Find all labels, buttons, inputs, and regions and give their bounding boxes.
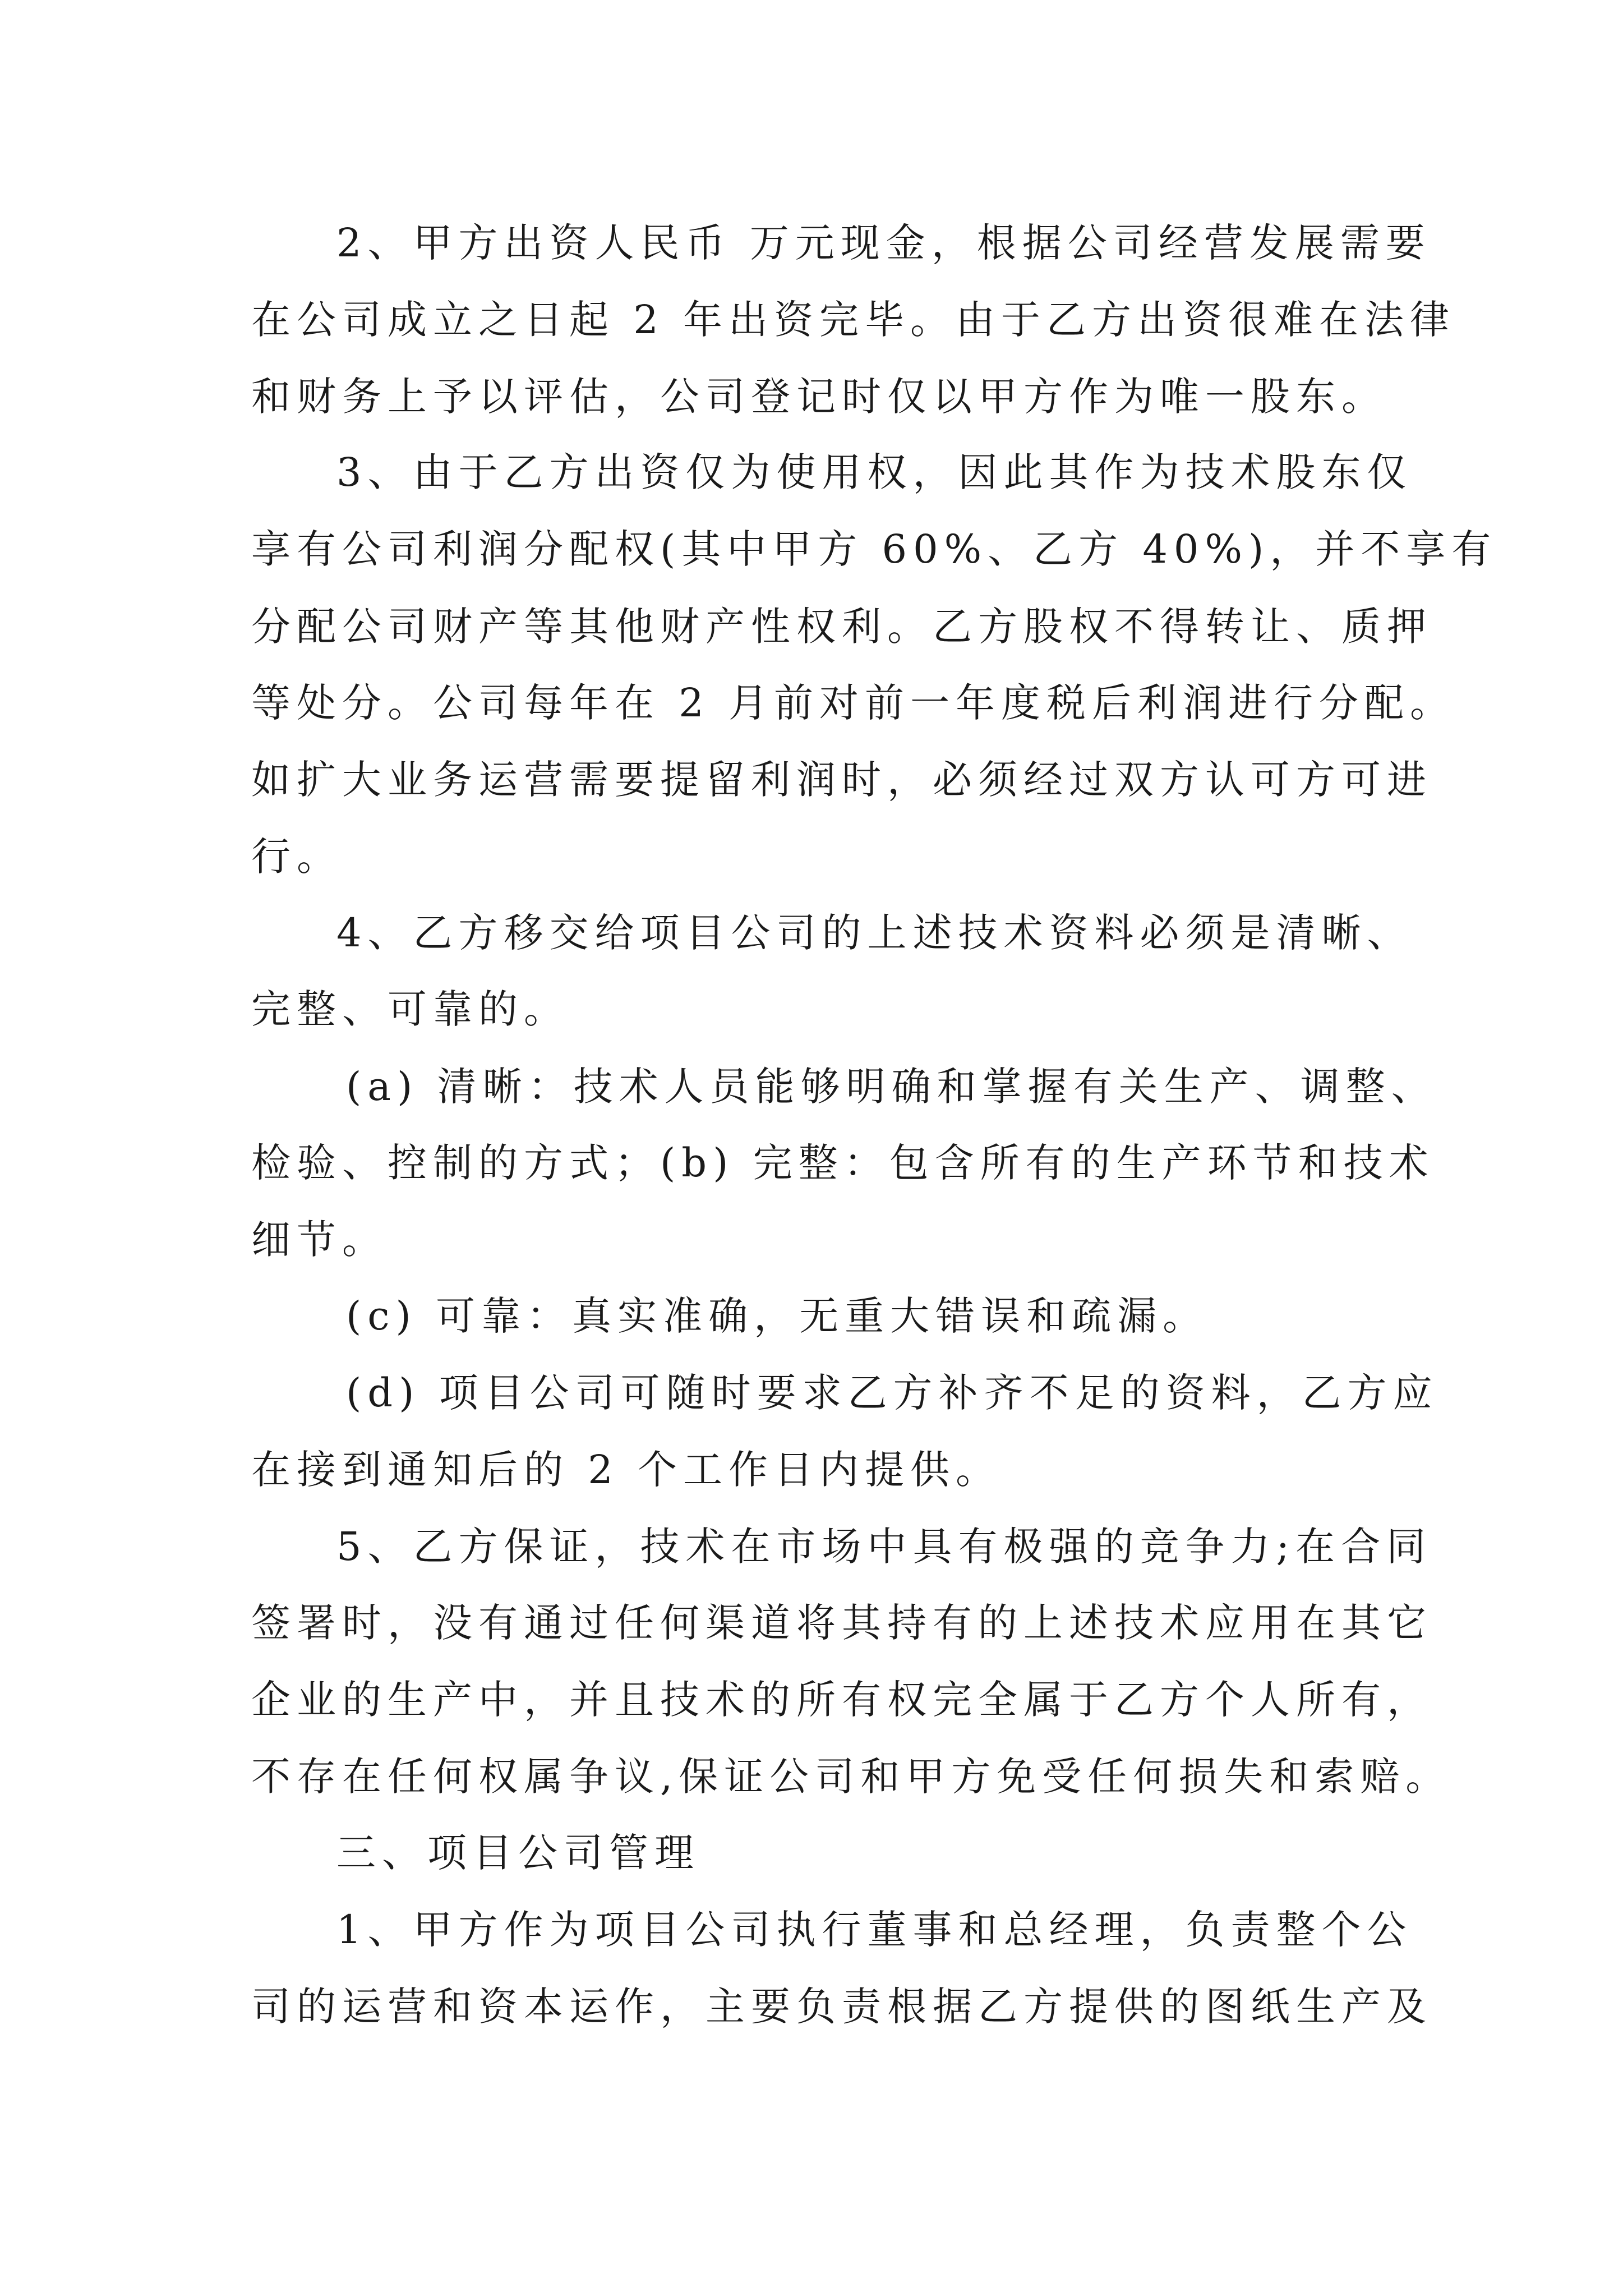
text-line: 司的运营和资本运作，主要负责根据乙方提供的图纸生产及 xyxy=(251,1984,1432,2030)
text-line: (a) 清晰：技术人员能够明确和掌握有关生产、调整、 xyxy=(346,1064,1437,1110)
text-line: 签署时，没有通过任何渠道将其持有的上述技术应用在其它 xyxy=(251,1600,1432,1646)
text-line: 等处分。公司每年在 2 月前对前一年度税后利润进行分配。 xyxy=(251,680,1456,726)
text-line: 分配公司财产等其他财产性权利。乙方股权不得转让、质押 xyxy=(251,604,1432,650)
text-line: 1、甲方作为项目公司执行董事和总经理，负责整个公 xyxy=(336,1907,1413,1953)
text-line: 行。 xyxy=(251,834,342,880)
text-line: 4、乙方移交给项目公司的上述技术资料必须是清晰、 xyxy=(336,910,1413,956)
section-heading: 三、项目公司管理 xyxy=(336,1830,700,1876)
text-line: (c) 可靠：真实准确，无重大错误和疏漏。 xyxy=(346,1293,1209,1339)
text-line: 3、由于乙方出资仅为使用权，因此其作为技术股东仅 xyxy=(336,449,1413,495)
text-line: 5、乙方保证，技术在市场中具有极强的竞争力;在合同 xyxy=(336,1524,1432,1570)
text-line: 和财务上予以评估，公司登记时仅以甲方作为唯一股东。 xyxy=(251,374,1387,420)
text-line: (d) 项目公司可随时要求乙方补齐不足的资料，乙方应 xyxy=(346,1370,1438,1416)
text-line: 如扩大业务运营需要提留利润时，必须经过双方认可方可进 xyxy=(251,757,1432,803)
text-line: 享有公司利润分配权(其中甲方 60%、乙方 40%)，并不享有 xyxy=(251,526,1497,572)
text-line: 检验、控制的方式；(b) 完整：包含所有的生产环节和技术 xyxy=(251,1140,1435,1186)
text-line: 细节。 xyxy=(251,1217,388,1263)
text-line: 在公司成立之日起 2 年出资完毕。由于乙方出资很难在法律 xyxy=(251,297,1456,343)
text-line: 不存在任何权属争议,保证公司和甲方免受任何损失和索赔。 xyxy=(251,1754,1451,1800)
text-line: 企业的生产中，并且技术的所有权完全属于乙方个人所有， xyxy=(251,1677,1432,1723)
text-line: 在接到通知后的 2 个工作日内提供。 xyxy=(251,1447,1002,1493)
text-line: 2、甲方出资人民币 万元现金，根据公司经营发展需要 xyxy=(336,220,1431,266)
text-line: 完整、可靠的。 xyxy=(251,986,569,1032)
